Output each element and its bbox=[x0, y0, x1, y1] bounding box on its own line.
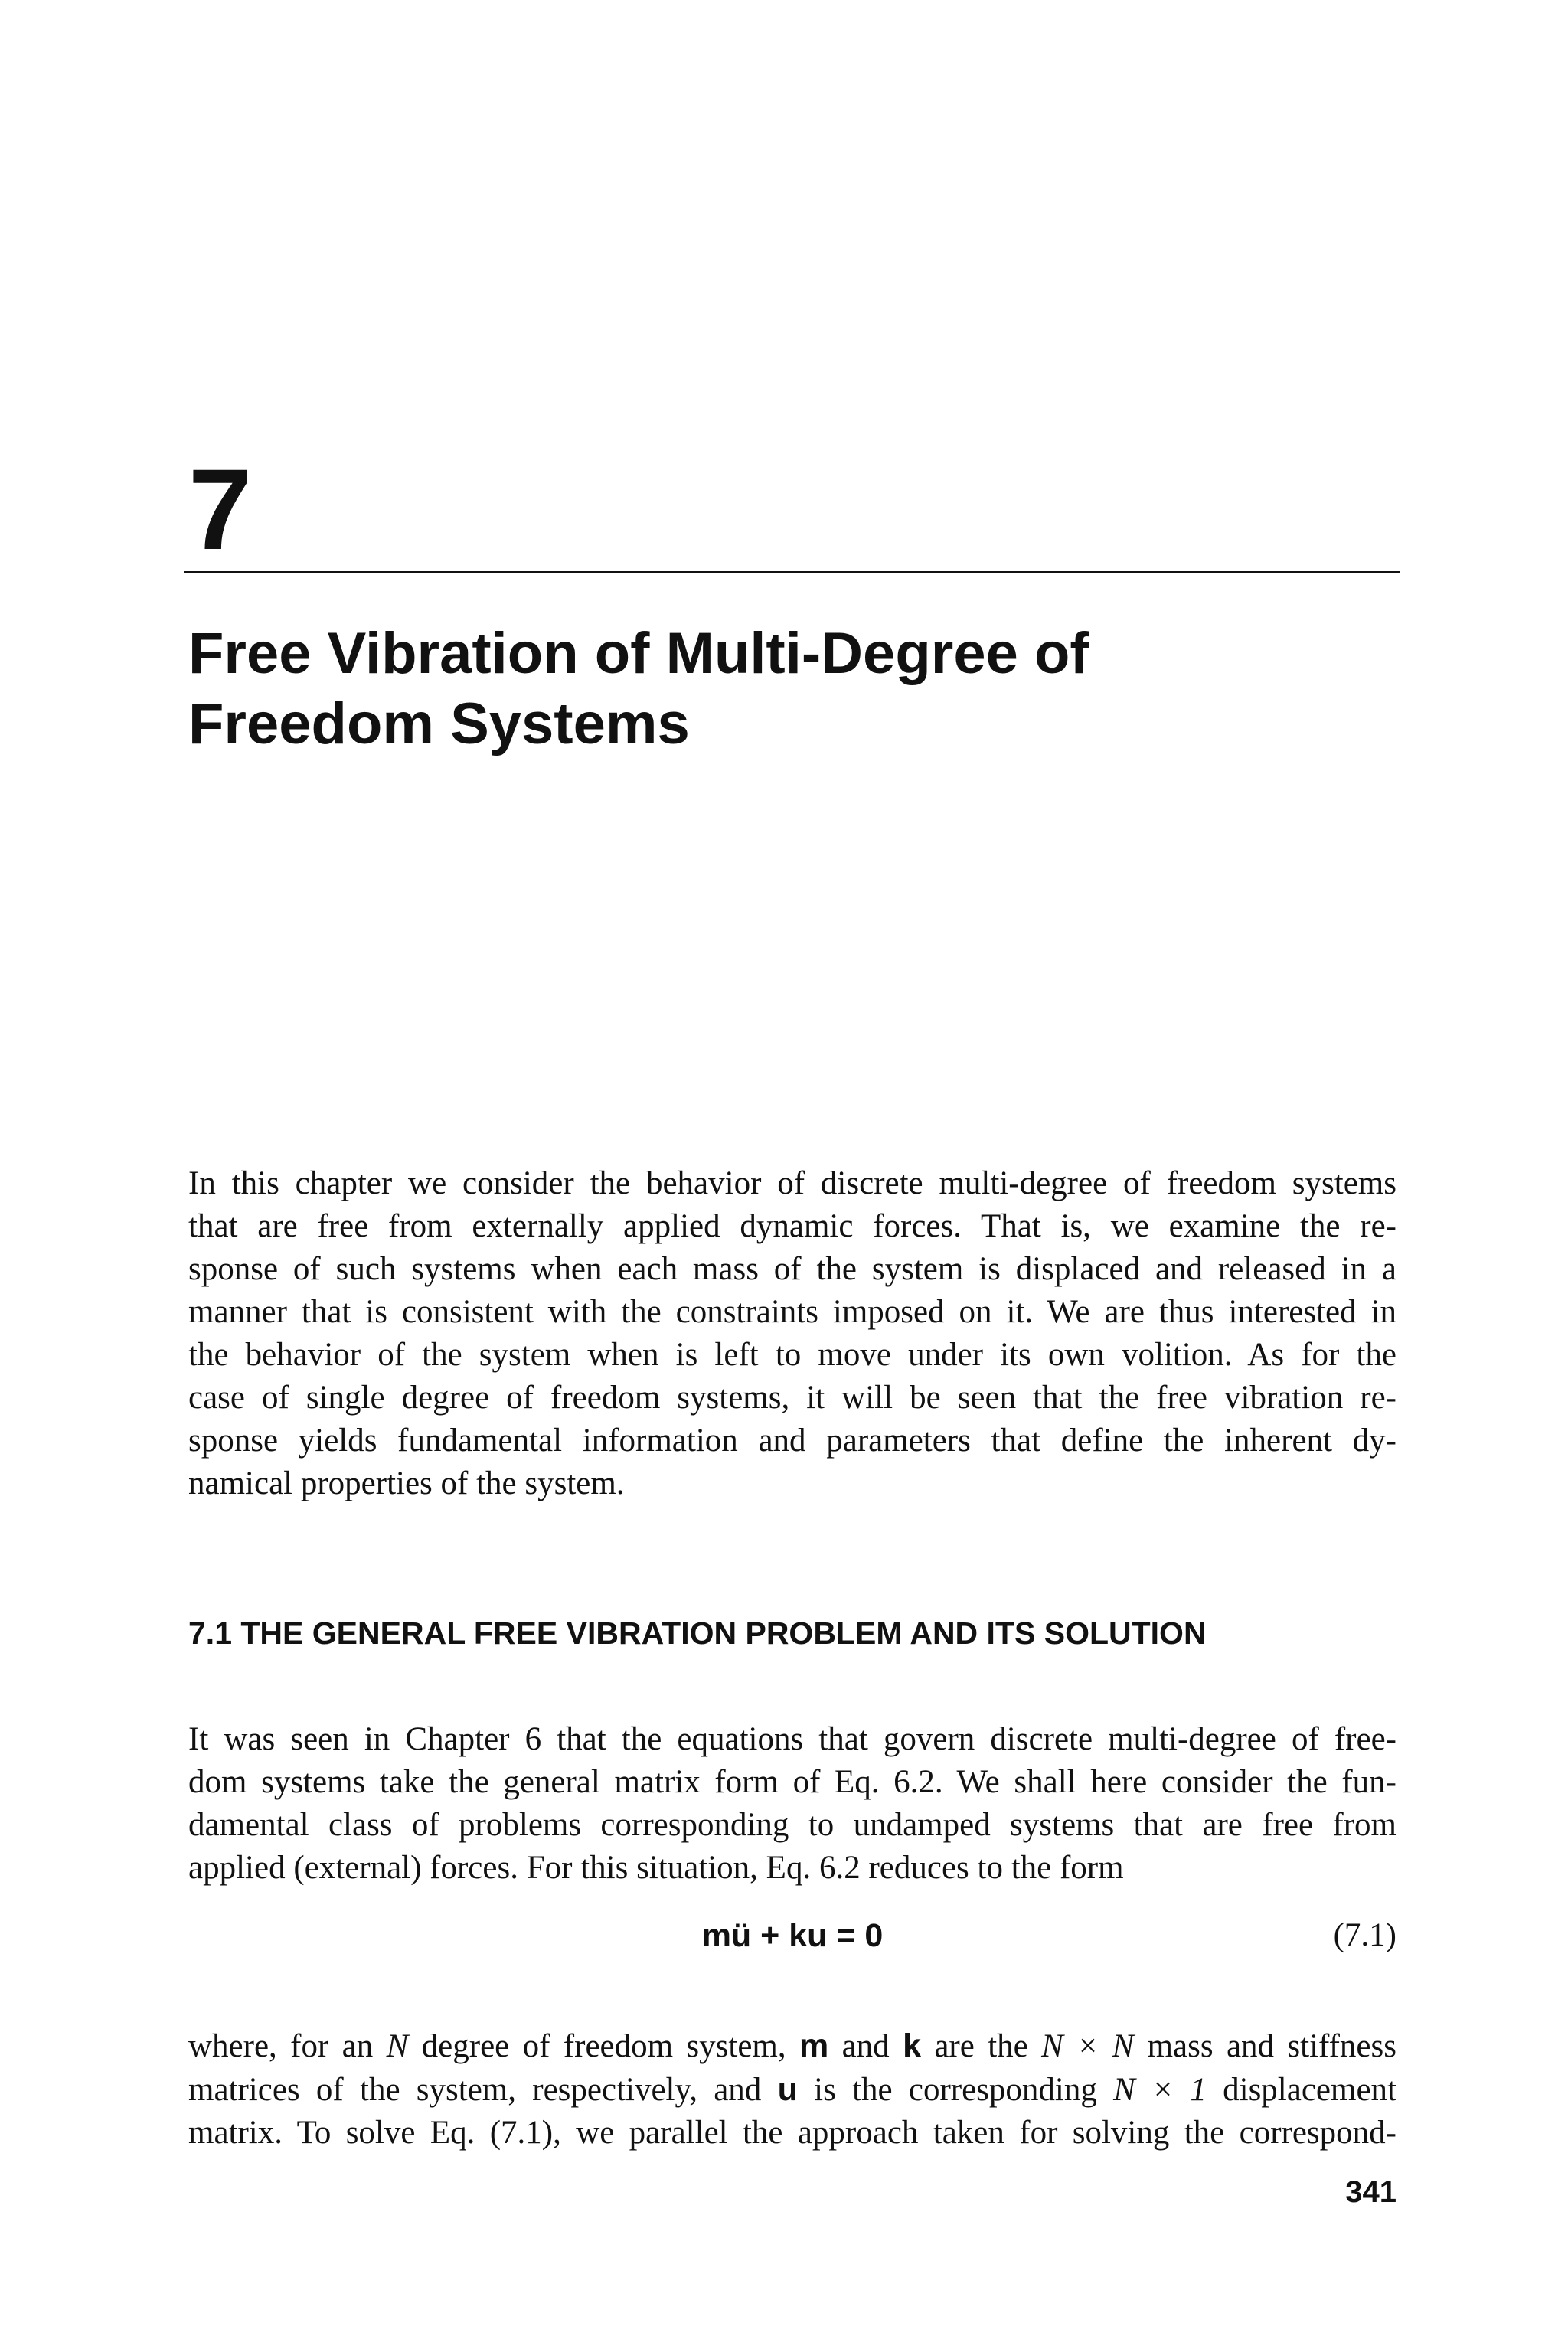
section-paragraph-2 bbox=[188, 2024, 1396, 2155]
text-line: It was seen in Chapter 6 that the equations that govern discrete multi-degree of free- bbox=[188, 1721, 1396, 1757]
text-line: sponse yields fundamental information and parameters that define the inherent dy- bbox=[188, 1423, 1396, 1459]
text-line: dom systems take the general matrix form of Eq. 6.2. We shall here consider the fun- bbox=[188, 1764, 1396, 1800]
section-heading: 7.1 THE GENERAL FREE VIBRATION PROBLEM AND ITS SOLUTION bbox=[188, 1616, 1207, 1651]
text-line: applied (external) forces. For this situation, Eq. 6.2 reduces to the form bbox=[188, 1850, 1124, 1886]
text-line: damental class of problems corresponding to undamped systems that are free from bbox=[188, 1807, 1396, 1843]
chapter-title-line: Freedom Systems bbox=[188, 691, 690, 756]
equation-7-1 bbox=[188, 1913, 1396, 1959]
text-run: displacement bbox=[1206, 2072, 1396, 2108]
equation-number: (7.1) bbox=[1333, 1917, 1396, 1953]
symbol-Nx1: N × 1 bbox=[1113, 2072, 1207, 2108]
symbol-N: N bbox=[386, 2028, 409, 2064]
text-line: that are free from externally applied dynamic forces. That is, we examine the re- bbox=[188, 1208, 1396, 1244]
text-line bbox=[188, 2068, 1396, 2112]
symbol-NxN: N × N bbox=[1041, 2028, 1135, 2064]
page-number: 341 bbox=[1345, 2175, 1396, 2209]
text-line: matrix. To solve Eq. (7.1), we parallel the approach taken for solving the correspond- bbox=[188, 2115, 1396, 2151]
text-run: mass and stiffness bbox=[1134, 2028, 1396, 2064]
chapter-title-line: Free Vibration of Multi-Degree of bbox=[188, 621, 1089, 686]
symbol-k: k bbox=[903, 2027, 921, 2064]
section-paragraph bbox=[188, 1718, 1396, 1890]
text-run: where, for an bbox=[188, 2028, 387, 2064]
chapter-rule bbox=[184, 571, 1400, 573]
text-run: is the corresponding bbox=[797, 2072, 1114, 2108]
text-line bbox=[188, 2024, 1396, 2068]
text-line: the behavior of the system when is left to move under its own volition. As for the bbox=[188, 1337, 1396, 1373]
text-line: case of single degree of freedom systems, it will be seen that the free vibration re- bbox=[188, 1380, 1396, 1416]
intro-paragraph bbox=[188, 1162, 1396, 1505]
symbol-m: m bbox=[799, 2027, 829, 2064]
text-line: sponse of such systems when each mass of the system is displaced and released in a bbox=[188, 1251, 1396, 1287]
chapter-number: 7 bbox=[188, 445, 253, 573]
text-line: manner that is consistent with the constraints imposed on it. We are thus interested in bbox=[188, 1294, 1396, 1330]
equation-body: mü + ku = 0 bbox=[701, 1917, 884, 1954]
chapter-title bbox=[188, 619, 1337, 760]
text-run: are the bbox=[920, 2028, 1042, 2064]
symbol-u: u bbox=[777, 2071, 798, 2108]
text-run: matrices of the system, respectively, and bbox=[188, 2072, 778, 2108]
text-run: and bbox=[828, 2028, 903, 2064]
text-line: In this chapter we consider the behavior of discrete multi-degree of freedom systems bbox=[188, 1165, 1396, 1201]
text-line: namical properties of the system. bbox=[188, 1465, 625, 1501]
text-run: degree of freedom system, bbox=[408, 2028, 799, 2064]
